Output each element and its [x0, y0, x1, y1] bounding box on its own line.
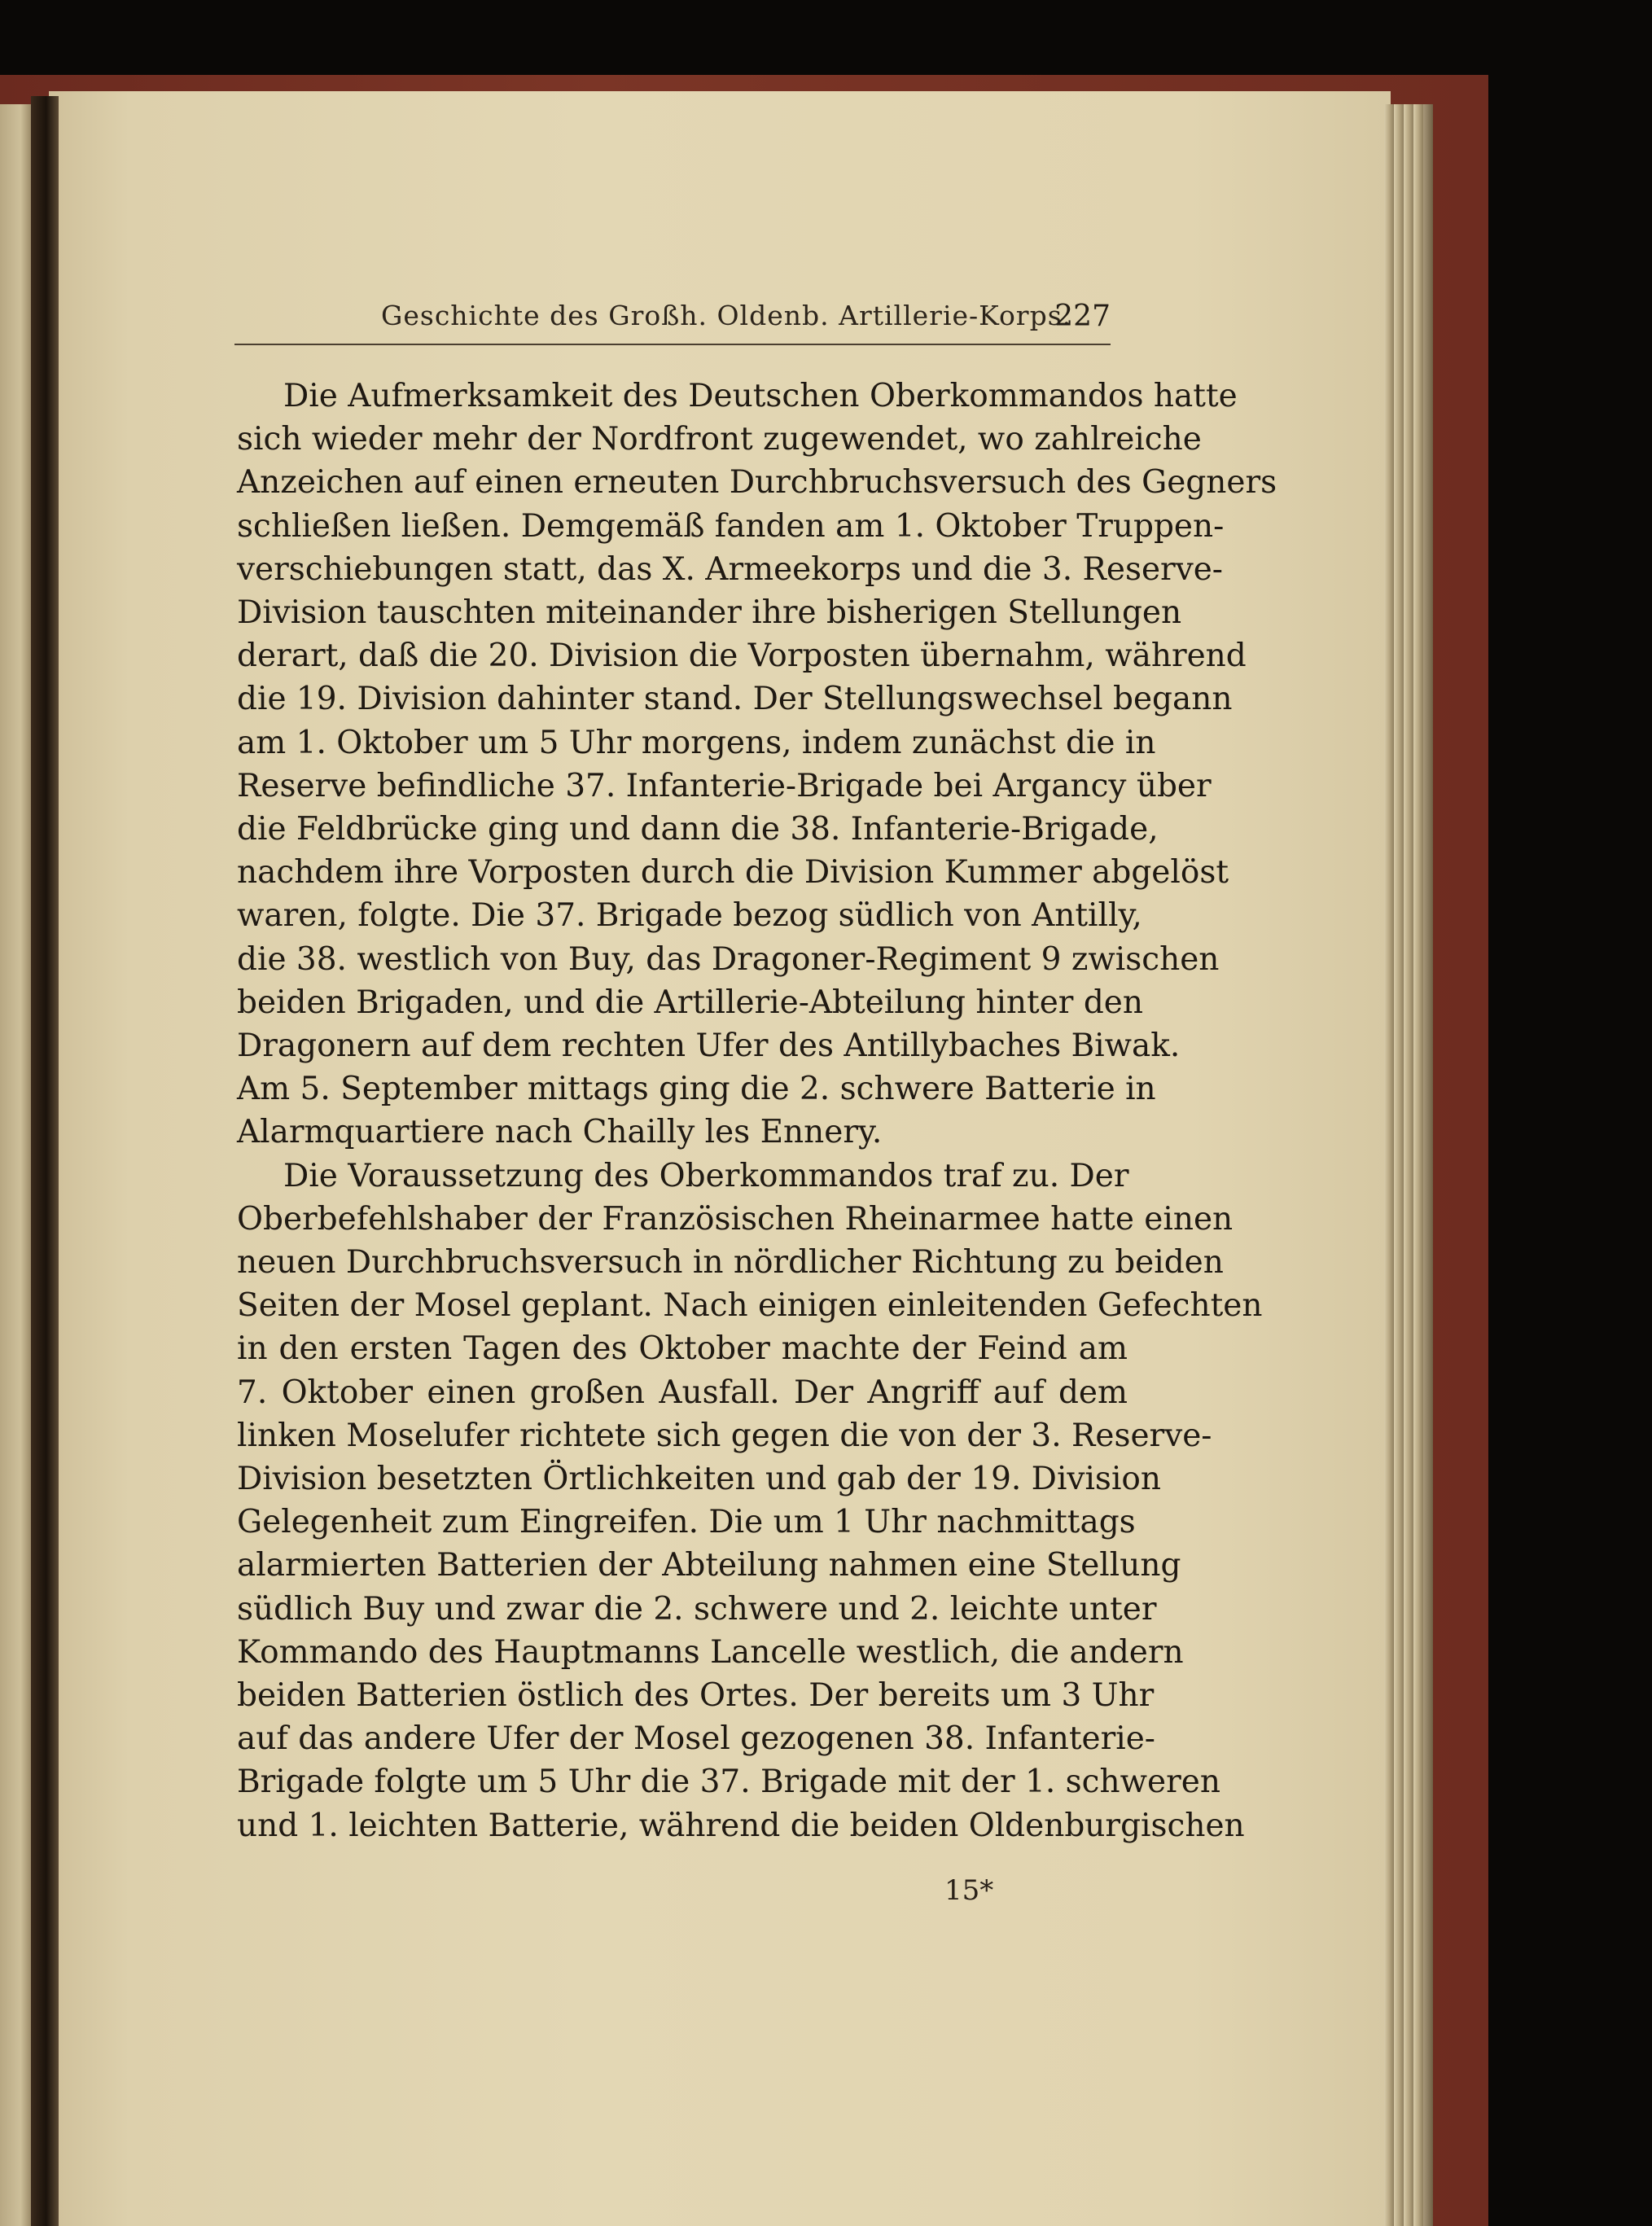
text-line: die 19. Division dahinter stand. Der Stellungswechsel begann [237, 681, 1233, 718]
text-line: Division tauschten miteinander ihre bisherigen Stellungen [237, 594, 1182, 631]
running-head: Geschichte des Großh. Oldenb. Artillerie-Korps. [381, 300, 1072, 331]
text-line: Gelegenheit zum Eingreifen. Die um 1 Uhr nachmittags [237, 1504, 1136, 1541]
page-edge [1404, 104, 1413, 2226]
text-line: sich wieder mehr der Nordfront zugewendet, wo zahlreiche [237, 421, 1202, 458]
page-header [234, 300, 1111, 348]
text-line: Reserve befindliche 37. Infanterie-Brigade bei Argancy über [237, 767, 1212, 804]
text-line: Alarmquartiere nach Chailly les Ennery. [237, 1114, 883, 1151]
text-line: neuen Durchbruchsversuch in nördlicher Richtung zu beiden [237, 1244, 1224, 1281]
text-line: südlich Buy und zwar die 2. schwere und 2. leichte unter [237, 1590, 1157, 1628]
left-page-edge [0, 104, 34, 2226]
text-line: Seiten der Mosel geplant. Nach einigen einleitenden Gefechten [237, 1287, 1263, 1325]
text-line: beiden Brigaden, und die Artillerie-Abteilung hinter den [237, 984, 1143, 1021]
text-line: 7. Oktober einen großen Ausfall. Der Angriff auf dem [237, 1374, 1128, 1411]
text-line: nachdem ihre Vorposten durch die Division Kummer abgelöst [237, 854, 1229, 892]
text-line: Anzeichen auf einen erneuten Durchbruchsversuch des Gegners [237, 464, 1277, 502]
header-rule [234, 344, 1111, 345]
text-line: auf das andere Ufer der Mosel gezogenen 38. Infanterie- [237, 1720, 1155, 1758]
page-edge [1394, 104, 1404, 2226]
book-gutter [31, 96, 59, 2226]
text-line: Division besetzten Örtlichkeiten und gab der 19. Division [237, 1461, 1162, 1497]
signature-mark: 15* [944, 1874, 994, 1907]
text-line: am 1. Oktober um 5 Uhr morgens, indem zunächst die in [237, 724, 1156, 761]
text-line: verschiebungen statt, das X. Armeekorps und die 3. Reserve- [237, 550, 1223, 588]
text-line: linken Moselufer richtete sich gegen die von der 3. Reserve- [237, 1417, 1212, 1454]
page-number: 227 [1054, 300, 1111, 333]
page-edge [1413, 104, 1423, 2226]
text-line: alarmierten Batterien der Abteilung nahmen eine Stellung [237, 1547, 1181, 1584]
text-line: die Feldbrücke ging und dann die 38. Infanterie-Brigade, [237, 811, 1159, 848]
text-line: Die Voraussetzung des Oberkommandos traf zu. Der [283, 1157, 1129, 1194]
text-line: Die Aufmerksamkeit des Deutschen Oberkommandos hatte [283, 378, 1238, 414]
text-line: waren, folgte. Die 37. Brigade bezog südlich von Antilly, [237, 897, 1142, 935]
text-line: Dragonern auf dem rechten Ufer des Antillybaches Biwak. [237, 1028, 1181, 1064]
text-line: in den ersten Tagen des Oktober machte der Feind am [237, 1330, 1128, 1368]
text-line: beiden Batterien östlich des Ortes. Der bereits um 3 Uhr [237, 1677, 1155, 1714]
text-line: Oberbefehlshaber der Französischen Rheinarmee hatte einen [237, 1200, 1234, 1238]
text-line: Am 5. September mittags ging die 2. schwere Batterie in [237, 1071, 1156, 1108]
page-edge [1423, 104, 1433, 2226]
text-line: derart, daß die 20. Division die Vorposten übernahm, während [237, 638, 1247, 675]
text-line: Kommando des Hauptmanns Lancelle westlich, die andern [237, 1633, 1184, 1671]
text-line: schließen ließen. Demgemäß fanden am 1. Oktober Truppen- [237, 507, 1225, 545]
page-edge [1384, 104, 1394, 2226]
text-line: die 38. westlich von Buy, das Dragoner-Regiment 9 zwischen [237, 940, 1220, 978]
text-line: und 1. leichten Batterie, während die beiden Oldenburgischen [237, 1807, 1245, 1844]
text-line: Brigade folgte um 5 Uhr die 37. Brigade mit der 1. schweren [237, 1764, 1220, 1801]
